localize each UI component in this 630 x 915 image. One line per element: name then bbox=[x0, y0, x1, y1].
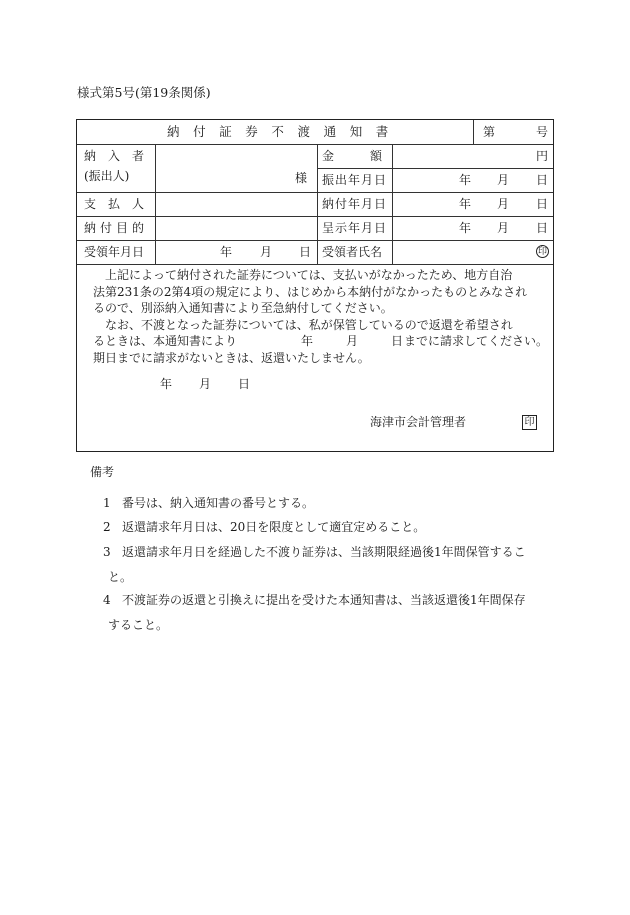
notice-year: 年 bbox=[160, 377, 173, 391]
issue-year: 年 bbox=[459, 173, 472, 187]
note-text: 不渡証券の返還と引換えに提出を受けた本通知書は、当該返還後1年間保存 bbox=[122, 593, 526, 607]
note-text-continued: すること。 bbox=[108, 618, 169, 632]
receipt-date-label: 受領年月日 bbox=[84, 245, 145, 259]
payment-month: 月 bbox=[497, 197, 510, 211]
body-line: 法第231条の2第4項の規定により、はじめから本納付がなかったものとみなされ bbox=[93, 284, 528, 299]
note-text: 番号は、納入通知書の番号とする。 bbox=[122, 496, 315, 510]
body-line: るので、別添納入通知書により至急納付してください。 bbox=[93, 301, 393, 315]
notice-body bbox=[93, 267, 548, 366]
remarks-title: 備考 bbox=[90, 465, 115, 479]
row-divider bbox=[77, 192, 553, 193]
col-divider bbox=[473, 120, 474, 144]
square-seal-icon: 印 bbox=[522, 415, 537, 430]
return-request-text: るときは、本通知書により bbox=[93, 334, 238, 348]
row-divider bbox=[77, 216, 553, 217]
note-number: 2 bbox=[103, 520, 111, 534]
notice-day: 日 bbox=[238, 377, 251, 391]
number-suffix: 号 bbox=[536, 125, 549, 139]
issue-date-label: 振 出 年 月 日 bbox=[322, 173, 386, 187]
issue-day: 日 bbox=[536, 173, 549, 187]
present-month: 月 bbox=[497, 221, 510, 235]
return-day: 日 bbox=[391, 334, 404, 348]
payment-year: 年 bbox=[459, 197, 472, 211]
yen-unit: 円 bbox=[536, 149, 549, 163]
payer-sub-label: (振出人) bbox=[84, 169, 130, 183]
circle-seal-icon: 印 bbox=[537, 247, 547, 257]
notice-month: 月 bbox=[199, 377, 212, 391]
note-number: 4 bbox=[103, 593, 111, 607]
note-text-continued: と。 bbox=[108, 570, 133, 584]
present-date-label: 呈 示 年 月 日 bbox=[322, 221, 386, 235]
number-label: 第 bbox=[483, 125, 496, 139]
amount-label: 金 額 bbox=[322, 149, 382, 163]
note-number: 3 bbox=[103, 545, 111, 559]
body-line bbox=[93, 333, 548, 350]
body-line: 上記によって納付された証券については、支払いがなかったため、地方自治 bbox=[105, 268, 513, 282]
note-number: 1 bbox=[103, 496, 111, 510]
col-divider bbox=[317, 144, 318, 264]
present-day: 日 bbox=[536, 221, 549, 235]
purpose-label: 納 付 目 的 bbox=[84, 221, 144, 235]
return-request-tail: までに請求してください。 bbox=[404, 334, 549, 348]
payment-date-label: 納 付 年 月 日 bbox=[322, 197, 386, 211]
form-code: 様式第5号(第19条関係) bbox=[77, 85, 211, 100]
payment-day: 日 bbox=[536, 197, 549, 211]
row-divider bbox=[77, 240, 553, 241]
col-divider bbox=[392, 144, 393, 264]
present-year: 年 bbox=[459, 221, 472, 235]
note-text: 返還請求年月日を経過した不渡り証券は、当該期限経過後1年間保管するこ bbox=[122, 545, 526, 559]
row-divider bbox=[77, 144, 553, 145]
row-divider bbox=[317, 168, 553, 169]
honorific: 様 bbox=[295, 171, 308, 185]
receipt-year: 年 bbox=[220, 245, 233, 259]
issue-month: 月 bbox=[497, 173, 510, 187]
row-divider bbox=[77, 264, 553, 265]
note-text: 返還請求年月日は、20日を限度として適宜定めること。 bbox=[122, 520, 426, 534]
body-line: なお、不渡となった証券については、私が保管しているので返還を希望され bbox=[105, 317, 513, 332]
payer-label: 納 入 者 bbox=[84, 149, 144, 163]
issuer-name: 海津市会計管理者 bbox=[370, 415, 467, 429]
body-line: 期日までに請求がないときは、返還いたしません。 bbox=[93, 350, 370, 365]
return-year: 年 bbox=[301, 334, 314, 348]
receipt-day: 日 bbox=[299, 245, 312, 259]
return-month: 月 bbox=[346, 334, 359, 348]
form-title: 納付証券不渡通知書 bbox=[167, 124, 402, 139]
receiver-name-label: 受領者氏名 bbox=[322, 245, 383, 259]
receipt-month: 月 bbox=[260, 245, 273, 259]
col-divider bbox=[155, 144, 156, 264]
payee-label: 支 払 人 bbox=[84, 197, 144, 211]
